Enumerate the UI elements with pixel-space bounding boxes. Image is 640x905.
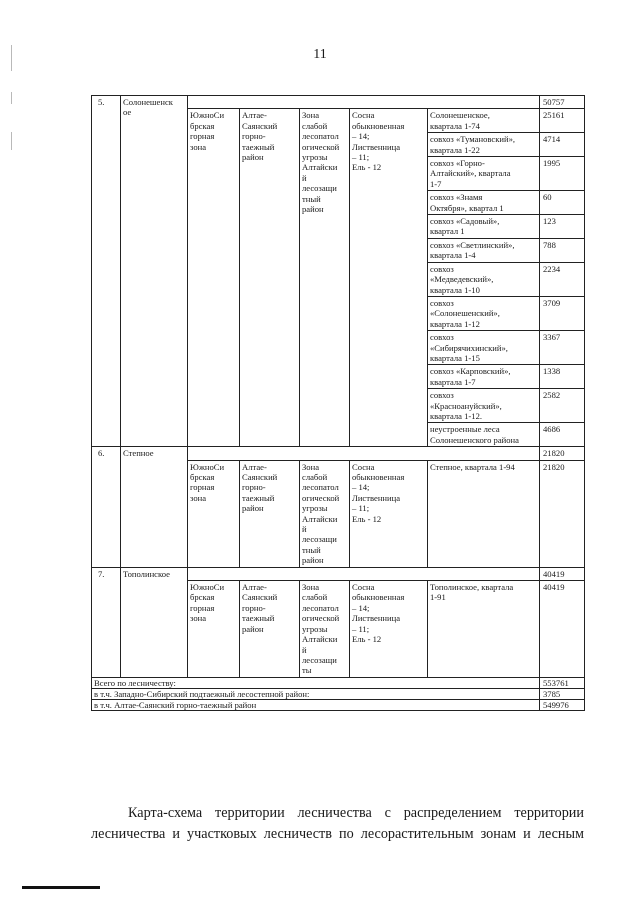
quarter-area: 60 — [540, 191, 585, 215]
forest-region: Алтае- Саянский горно- таежный район — [240, 581, 300, 678]
totals-row — [92, 699, 585, 710]
forest-zone: ЮжноСи брская горная зона — [188, 109, 240, 447]
section-name: Тополинское — [121, 567, 188, 677]
totals-label: в т.ч. Алтае-Саянский горно-таежный район — [92, 699, 540, 710]
quarter-description: совхоз «Сибирячихинский», квартала 1-15 — [428, 331, 540, 365]
quarter-description: совхоз «Красноануйский», квартала 1-12. — [428, 389, 540, 423]
totals-row — [92, 688, 585, 699]
quarter-description: совхоз «Солонешенский», квартала 1-12 — [428, 296, 540, 330]
quarter-area: 40419 — [540, 581, 585, 678]
quarter-area: 25161 — [540, 109, 585, 133]
scan-edge-mark — [11, 132, 12, 150]
quarter-description: совхоз «Садовый», квартал 1 — [428, 215, 540, 239]
quarter-description: совхоз «Медведевский», квартала 1-10 — [428, 262, 540, 296]
page-number: 11 — [313, 47, 327, 62]
quarter-description: неустроенные леса Солонешенского района — [428, 423, 540, 447]
section-total: 40419 — [540, 567, 585, 580]
quarter-area: 4714 — [540, 133, 585, 157]
quarter-area: 4686 — [540, 423, 585, 447]
forestry-table-body — [92, 96, 585, 711]
quarter-description: совхоз «Светлинский», квартала 1-4 — [428, 238, 540, 262]
forest-zone: ЮжноСи брская горная зона — [188, 460, 240, 567]
forest-region: Алтае- Саянский горно- таежный район — [240, 109, 300, 447]
quarter-area: 1995 — [540, 157, 585, 191]
totals-value: 553761 — [540, 677, 585, 688]
section-number: 5. — [92, 96, 121, 447]
section-name: Солонешенск ое — [121, 96, 188, 447]
section-total: 21820 — [540, 447, 585, 460]
section-number: 6. — [92, 447, 121, 567]
totals-value: 549976 — [540, 699, 585, 710]
section-header-row — [92, 567, 585, 580]
pest-zone: Зона слабой лесопатол огической угрозы Алтайски й лесозащи тный район — [300, 460, 350, 567]
tree-species: Сосна обыкновенная – 14; Лиственница – 11; Ель - 12 — [350, 109, 428, 447]
section-header-row — [92, 447, 585, 460]
section-total: 50757 — [540, 96, 585, 109]
totals-label: Всего по лесничеству: — [92, 677, 540, 688]
quarter-description: Степное, квартала 1-94 — [428, 460, 540, 567]
map-caption: Карта-схема территории лесничества с распределением территории лесничества и участковых лесничеств по лесорастительным зонам и лесным — [91, 805, 584, 842]
quarter-area: 123 — [540, 215, 585, 239]
section-header-row — [92, 96, 585, 109]
quarter-area: 21820 — [540, 460, 585, 567]
quarter-description: совхоз «Горно- Алтайский», квартала 1-7 — [428, 157, 540, 191]
scan-edge-mark — [11, 92, 12, 104]
quarter-area: 788 — [540, 238, 585, 262]
quarter-description: Тополинское, квартала 1-91 — [428, 581, 540, 678]
section-spacer — [188, 447, 540, 460]
totals-value: 3785 — [540, 688, 585, 699]
tree-species: Сосна обыкновенная – 14; Лиственница – 11; Ель - 12 — [350, 581, 428, 678]
tree-species: Сосна обыкновенная – 14; Лиственница – 11; Ель - 12 — [350, 460, 428, 567]
quarter-description: совхоз «Карповский», квартала 1-7 — [428, 365, 540, 389]
pest-zone: Зона слабой лесопатол огической угрозы Алтайски й лесозащи ты — [300, 581, 350, 678]
quarter-area: 2582 — [540, 389, 585, 423]
forest-region: Алтае- Саянский горно- таежный район — [240, 460, 300, 567]
section-spacer — [188, 567, 540, 580]
totals-row — [92, 677, 585, 688]
section-number: 7. — [92, 567, 121, 677]
quarter-description: совхоз «Тумановский», квартала 1-22 — [428, 133, 540, 157]
pest-zone: Зона слабой лесопатол огической угрозы Алтайски й лесозащи тный район — [300, 109, 350, 447]
section-name: Степное — [121, 447, 188, 567]
quarter-area: 3367 — [540, 331, 585, 365]
forest-zone: ЮжноСи брская горная зона — [188, 581, 240, 678]
quarter-area: 2234 — [540, 262, 585, 296]
totals-label: в т.ч. Западно-Сибирский подтаежный лесостепной район: — [92, 688, 540, 699]
quarter-description: совхоз «Знамя Октября», квартал 1 — [428, 191, 540, 215]
section-spacer — [188, 96, 540, 109]
forestry-table — [91, 95, 585, 711]
quarter-description: Солонешенское, квартала 1-74 — [428, 109, 540, 133]
footer-rule — [22, 886, 100, 889]
quarter-area: 1338 — [540, 365, 585, 389]
quarter-area: 3709 — [540, 296, 585, 330]
